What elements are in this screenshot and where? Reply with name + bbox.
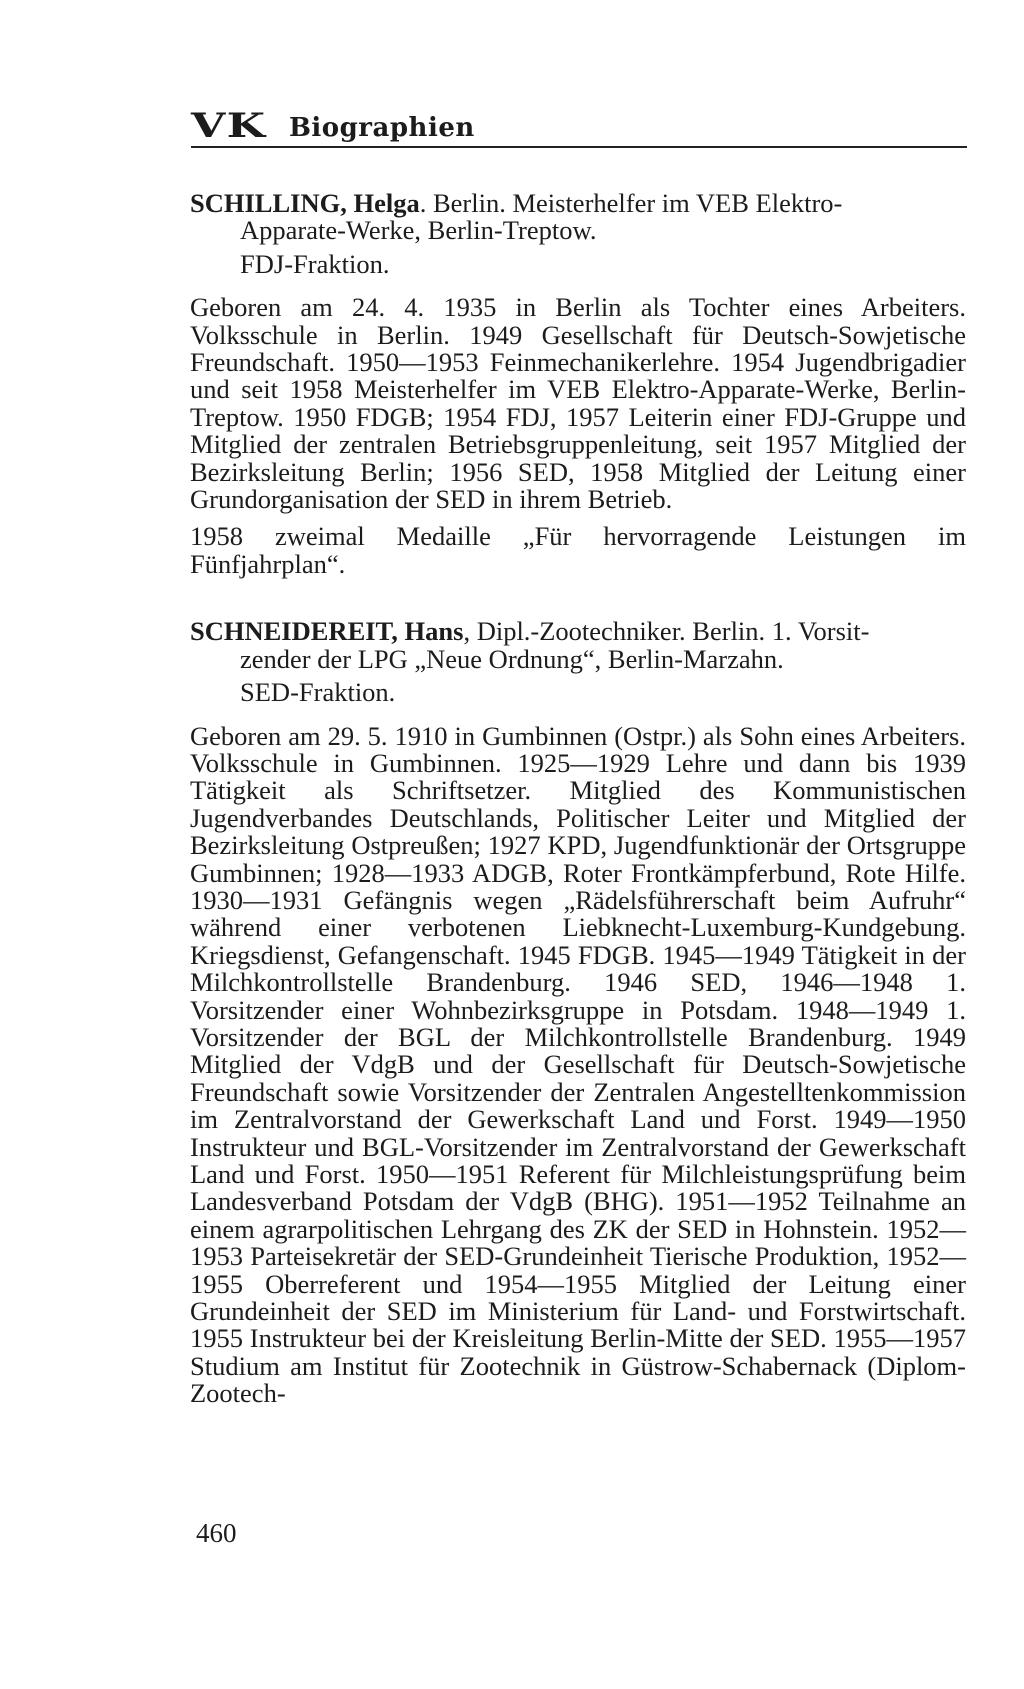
entry-heading — [190, 618, 966, 706]
entry-heading — [190, 190, 966, 278]
page-number: 460 — [196, 1518, 237, 1548]
section-label: VK — [191, 106, 267, 146]
fraktion-label: SED-Fraktion. — [240, 677, 396, 708]
header-title: Biographien — [288, 113, 475, 143]
person-name: SCHILLING, Helga — [190, 188, 420, 218]
running-header — [191, 106, 967, 148]
page-content — [190, 190, 966, 1408]
person-name: SCHNEIDEREIT, Hans — [190, 616, 464, 647]
biography-entry — [190, 190, 966, 578]
person-details-cont: Apparate-Werke, Berlin-Treptow. — [240, 215, 597, 246]
biography-text: Geboren am 24. 4. 1935 in Berlin als Tochter eines Arbeiters. Volksschule in Berlin. 1949 Gesellschaft für Deutsch-Sowjetische Freundschaft. 1950—1953 Feinmechanikerlehre. 1954 Jugendbrigadier und seit 1958 Meisterhelfer im VEB Elektro-Apparate-Werke, Berlin-Treptow. 1950 FDGB; 1954 FDJ, 1957 Leiterin einer FDJ-Gruppe und Mitglied der zentralen Betriebsgruppenleitung, seit 1957 Mitglied der Bezirksleitung Berlin; 1956 SED, 1958 Mitglied der Leitung einer Grundorganisation der SED in ihrem Betrieb. — [190, 292, 966, 515]
award-text: 1958 zweimal Medaille „Für hervorragende Leistungen im Fünfjahrplan“. — [190, 521, 966, 579]
fraktion-label: FDJ-Fraktion. — [240, 248, 390, 279]
person-details-cont: zender der LPG „Neue Ordnung“, Berlin-Marzahn. — [240, 643, 784, 674]
person-details: , Dipl.-Zootechniker. Berlin. 1. Vorsit- — [463, 616, 870, 647]
biography-entry — [190, 618, 966, 1407]
biography-text: Geboren am 29. 5. 1910 in Gumbinnen (Ostpr.) als Sohn eines Arbeiters. Volksschule in Gumbinnen. 1925—1929 Lehre und dann bis 1939 Tätigkeit als Schriftsetzer. Mitglied des Kommunistischen Jugendverbandes Deutschlands, Politischer Leiter und Mitglied der Bezirksleitung Ostpreußen; 1927 KPD, Jugendfunktionär der Ortsgruppe Gumbinnen; 1928—1933 ADGB, Roter Frontkämpferbund, Rote Hilfe. 1930—1931 Gefängnis wegen „Rädelsführerschaft beim Aufruhr“ während einer verbotenen Liebknecht-Luxemburg-Kundgebung. Kriegsdienst, Gefangenschaft. 1945 FDGB. 1945—1949 Tätigkeit in der Milchkontrollstelle Brandenburg. 1946 SED, 1946—1948 1. Vorsitzender einer Wohnbezirksgruppe in Potsdam. 1948—1949 1. Vorsitzender der BGL der Milchkontrollstelle Brandenburg. 1949 Mitglied der VdgB und der Gesellschaft für Deutsch-Sowjetische Freundschaft sowie Vorsitzender der Zentralen Angestelltenkommission im Zentralvorstand der Gewerkschaft Land und Forst. 1949—1950 Instrukteur und BGL-Vorsitzender im Zentralvorstand der Gewerkschaft Land und Forst. 1950—1951 Referent für Milchleistungsprüfung beim Landesverband Potsdam der VdgB (BHG). 1951—1952 Teilnahme an einem agrarpolitischen Lehrgang des ZK der SED in Hohnstein. 1952—1953 Parteisekretär der SED-Grundeinheit Tierische Produktion, 1952—1955 Oberreferent und 1954—1955 Mitglied der Leitung einer Grundeinheit der SED im Ministerium für Land- und Forstwirtschaft. 1955 Instrukteur bei der Kreisleitung Berlin-Mitte der SED. 1955—1957 Studium am Institut für Zootechnik in Güstrow-Schabernack (Diplom-Zootech- — [190, 720, 966, 1409]
person-details: . Berlin. Meisterhelfer im VEB Elektro- — [419, 188, 843, 218]
